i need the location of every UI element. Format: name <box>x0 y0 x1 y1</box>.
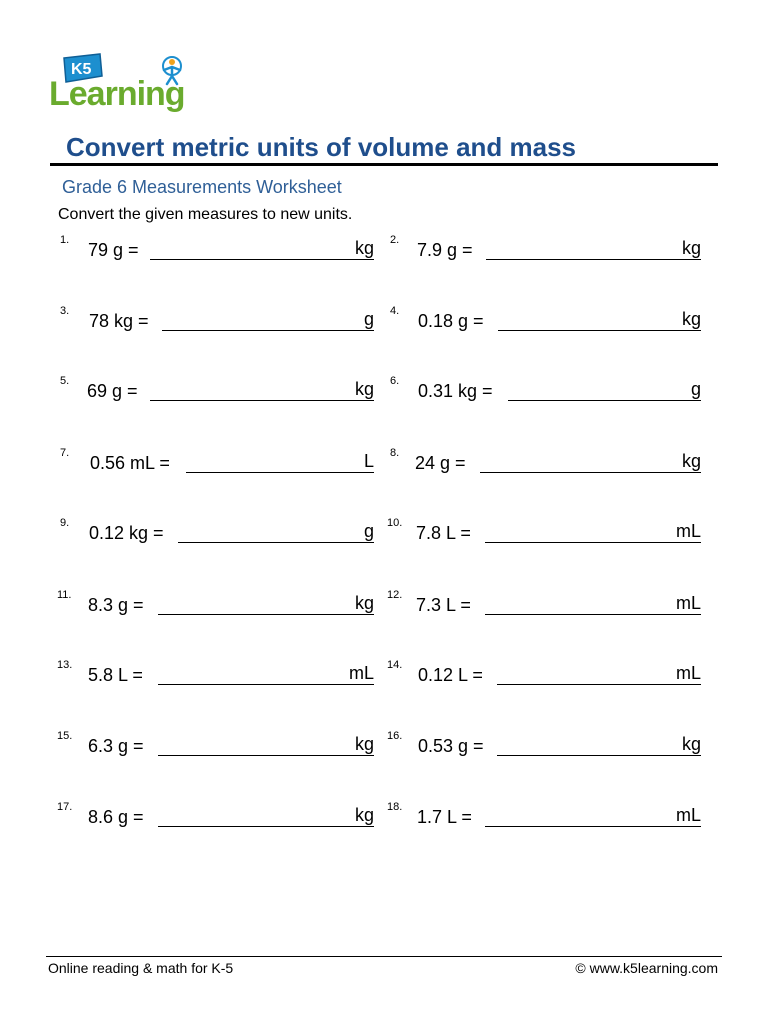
problem-number: 14. <box>387 659 403 671</box>
problem-10 <box>387 517 701 551</box>
problem-17 <box>57 801 374 835</box>
answer-line[interactable] <box>497 684 701 685</box>
problem-expression: 1.7 L = <box>417 807 472 827</box>
problem-expression: 79 g = <box>88 240 139 260</box>
instructions: Convert the given measures to new units. <box>58 206 353 223</box>
target-unit: kg <box>681 309 701 329</box>
problem-number: 18. <box>387 801 403 813</box>
problem-number: 12. <box>387 589 403 601</box>
problem-expression: 7.9 g = <box>417 240 473 260</box>
answer-line[interactable] <box>486 259 701 260</box>
target-unit: mL <box>348 663 374 683</box>
answer-line[interactable] <box>498 330 701 331</box>
page-title: Convert metric units of volume and mass <box>66 132 577 162</box>
problem-expression: 6.3 g = <box>88 736 144 756</box>
answer-line[interactable] <box>158 684 374 685</box>
target-unit: mL <box>675 805 701 825</box>
target-unit: g <box>690 379 701 399</box>
target-unit: kg <box>354 593 374 613</box>
problem-number: 16. <box>387 730 403 742</box>
problem-16 <box>387 730 701 764</box>
problem-5 <box>60 375 374 409</box>
problem-2 <box>390 234 701 268</box>
logo-wordmark: Learning <box>49 75 185 113</box>
footer-website: © www.k5learning.com <box>575 960 718 976</box>
title-divider <box>50 163 718 166</box>
problem-13 <box>57 659 374 693</box>
answer-line[interactable] <box>150 259 374 260</box>
footer-divider <box>46 956 722 957</box>
answer-line[interactable] <box>480 472 701 473</box>
target-unit: kg <box>354 238 374 258</box>
problem-number: 3. <box>60 305 70 317</box>
problem-9 <box>60 517 374 551</box>
problem-number: 9. <box>60 517 70 529</box>
problem-1 <box>60 234 374 268</box>
problem-expression: 0.12 kg = <box>89 523 164 543</box>
problem-expression: 24 g = <box>415 453 466 473</box>
target-unit: kg <box>681 734 701 754</box>
target-unit: g <box>363 521 374 541</box>
problem-4 <box>390 305 701 339</box>
answer-line[interactable] <box>485 826 701 827</box>
answer-line[interactable] <box>150 400 374 401</box>
problem-number: 15. <box>57 730 73 742</box>
problem-18 <box>387 801 701 835</box>
problem-12 <box>387 589 701 623</box>
problem-number: 17. <box>57 801 73 813</box>
problem-7 <box>60 447 374 481</box>
problem-number: 5. <box>60 375 70 387</box>
target-unit: g <box>363 309 374 329</box>
problem-number: 2. <box>390 234 400 246</box>
problem-3 <box>60 305 374 339</box>
answer-line[interactable] <box>186 472 374 473</box>
problem-number: 11. <box>57 589 72 601</box>
problem-expression: 78 kg = <box>89 311 149 331</box>
problem-expression: 7.8 L = <box>416 523 471 543</box>
problem-number: 6. <box>390 375 400 387</box>
answer-line[interactable] <box>162 330 374 331</box>
target-unit: mL <box>675 593 701 613</box>
k5-learning-logo <box>46 50 188 114</box>
problem-number: 8. <box>390 447 400 459</box>
target-unit: kg <box>681 238 701 258</box>
answer-line[interactable] <box>158 755 374 756</box>
problem-number: 10. <box>387 517 403 529</box>
problem-expression: 8.3 g = <box>88 595 144 615</box>
answer-line[interactable] <box>485 614 701 615</box>
problem-expression: 0.12 L = <box>418 665 483 685</box>
answer-line[interactable] <box>178 542 374 543</box>
problem-expression: 69 g = <box>87 381 138 401</box>
problem-expression: 0.18 g = <box>418 311 484 331</box>
target-unit: kg <box>681 451 701 471</box>
problem-expression: 0.53 g = <box>418 736 484 756</box>
footer-tagline: Online reading & math for K-5 <box>48 960 234 976</box>
answer-line[interactable] <box>485 542 701 543</box>
problem-expression: 7.3 L = <box>416 595 471 615</box>
target-unit: kg <box>354 379 374 399</box>
problem-number: 7. <box>60 447 70 459</box>
problem-expression: 0.56 mL = <box>90 453 170 473</box>
logo-badge-text: K5 <box>71 61 92 78</box>
problem-number: 4. <box>390 305 400 317</box>
answer-line[interactable] <box>497 755 701 756</box>
problem-11 <box>57 589 374 623</box>
problem-number: 13. <box>57 659 73 671</box>
target-unit: mL <box>675 663 701 683</box>
answer-line[interactable] <box>158 614 374 615</box>
problem-number: 1. <box>60 234 70 246</box>
problem-14 <box>387 659 701 693</box>
problem-6 <box>390 375 701 409</box>
target-unit: mL <box>675 521 701 541</box>
problem-expression: 8.6 g = <box>88 807 144 827</box>
answer-line[interactable] <box>158 826 374 827</box>
target-unit: L <box>363 451 374 471</box>
answer-line[interactable] <box>508 400 701 401</box>
worksheet-subtitle: Grade 6 Measurements Worksheet <box>62 177 342 197</box>
person-figure-icon <box>158 56 188 88</box>
problem-15 <box>57 730 374 764</box>
problem-expression: 5.8 L = <box>88 665 143 685</box>
target-unit: kg <box>354 734 374 754</box>
problem-8 <box>390 447 701 481</box>
problem-expression: 0.31 kg = <box>418 381 493 401</box>
target-unit: kg <box>354 805 374 825</box>
